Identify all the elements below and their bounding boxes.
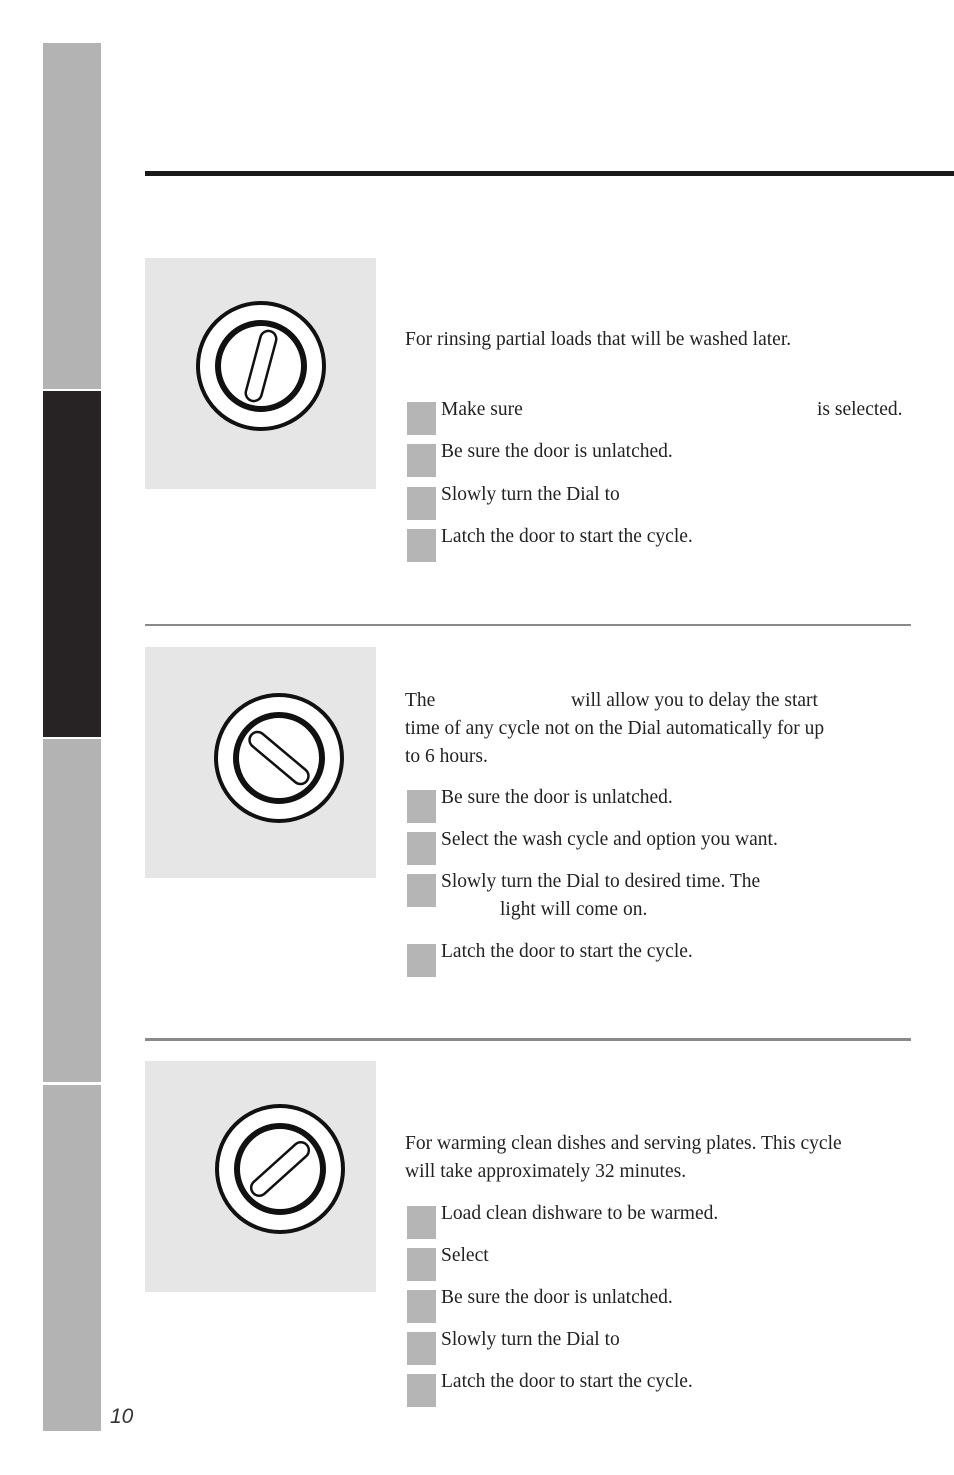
step-marker (407, 832, 436, 865)
step-marker (407, 1374, 436, 1407)
step-text-suffix: is selected. (817, 399, 903, 420)
step-marker (407, 1248, 436, 1281)
step-text: Slowly turn the Dial to (441, 484, 620, 505)
step-text: Load clean dishware to be warmed. (441, 1203, 719, 1224)
step-text: Select (441, 1245, 489, 1266)
dial-panel-1 (145, 258, 376, 489)
section-2-intro-line3: to 6 hours. (405, 746, 488, 767)
section-3-intro-line2: will take approximately 32 minutes. (405, 1161, 687, 1182)
side-tab-3 (43, 739, 101, 1082)
step-text: Be sure the door is unlatched. (441, 787, 673, 808)
section-2-intro-rest: will allow you to delay the start (571, 690, 818, 711)
step-marker (407, 874, 436, 907)
step-text: Make sure (441, 399, 523, 420)
step-marker (407, 1206, 436, 1239)
side-tab-2-active (43, 391, 101, 737)
section-2-intro-line2: time of any cycle not on the Dial automatically for up (405, 718, 825, 739)
step-text: Latch the door to start the cycle. (441, 941, 693, 962)
step-marker (407, 444, 436, 477)
step-marker (407, 402, 436, 435)
step-text: Select the wash cycle and option you want. (441, 829, 778, 850)
dial-knob-icon (145, 647, 376, 878)
step-text: Slowly turn the Dial to desired time. The (441, 871, 761, 892)
section-divider-2 (145, 1038, 911, 1041)
header-rule (145, 171, 954, 176)
step-text: Latch the door to start the cycle. (441, 526, 693, 547)
step-text: Be sure the door is unlatched. (441, 441, 673, 462)
dial-panel-2 (145, 647, 376, 878)
section-3-intro-line1: For warming clean dishes and serving plates. This cycle (405, 1133, 842, 1154)
side-tab-1 (43, 43, 101, 389)
step-marker (407, 1332, 436, 1365)
step-text: Slowly turn the Dial to (441, 1329, 620, 1350)
step-text: Latch the door to start the cycle. (441, 1371, 693, 1392)
section-1-step-1 (407, 396, 912, 438)
section-2-intro-lead: The (405, 690, 436, 711)
section-divider-1 (145, 624, 911, 626)
step-marker (407, 487, 436, 520)
dial-knob-icon (145, 258, 376, 489)
step-marker (407, 529, 436, 562)
step-text: Be sure the door is unlatched. (441, 1287, 673, 1308)
dial-panel-3 (145, 1061, 376, 1292)
page-number: 10 (110, 1405, 134, 1428)
dial-knob-icon (145, 1061, 376, 1292)
step-marker (407, 944, 436, 977)
section-1-intro: For rinsing partial loads that will be washed later. (405, 329, 792, 350)
side-tab-4 (43, 1085, 101, 1431)
step-text-line2: light will come on. (500, 899, 648, 920)
step-marker (407, 790, 436, 823)
step-marker (407, 1290, 436, 1323)
